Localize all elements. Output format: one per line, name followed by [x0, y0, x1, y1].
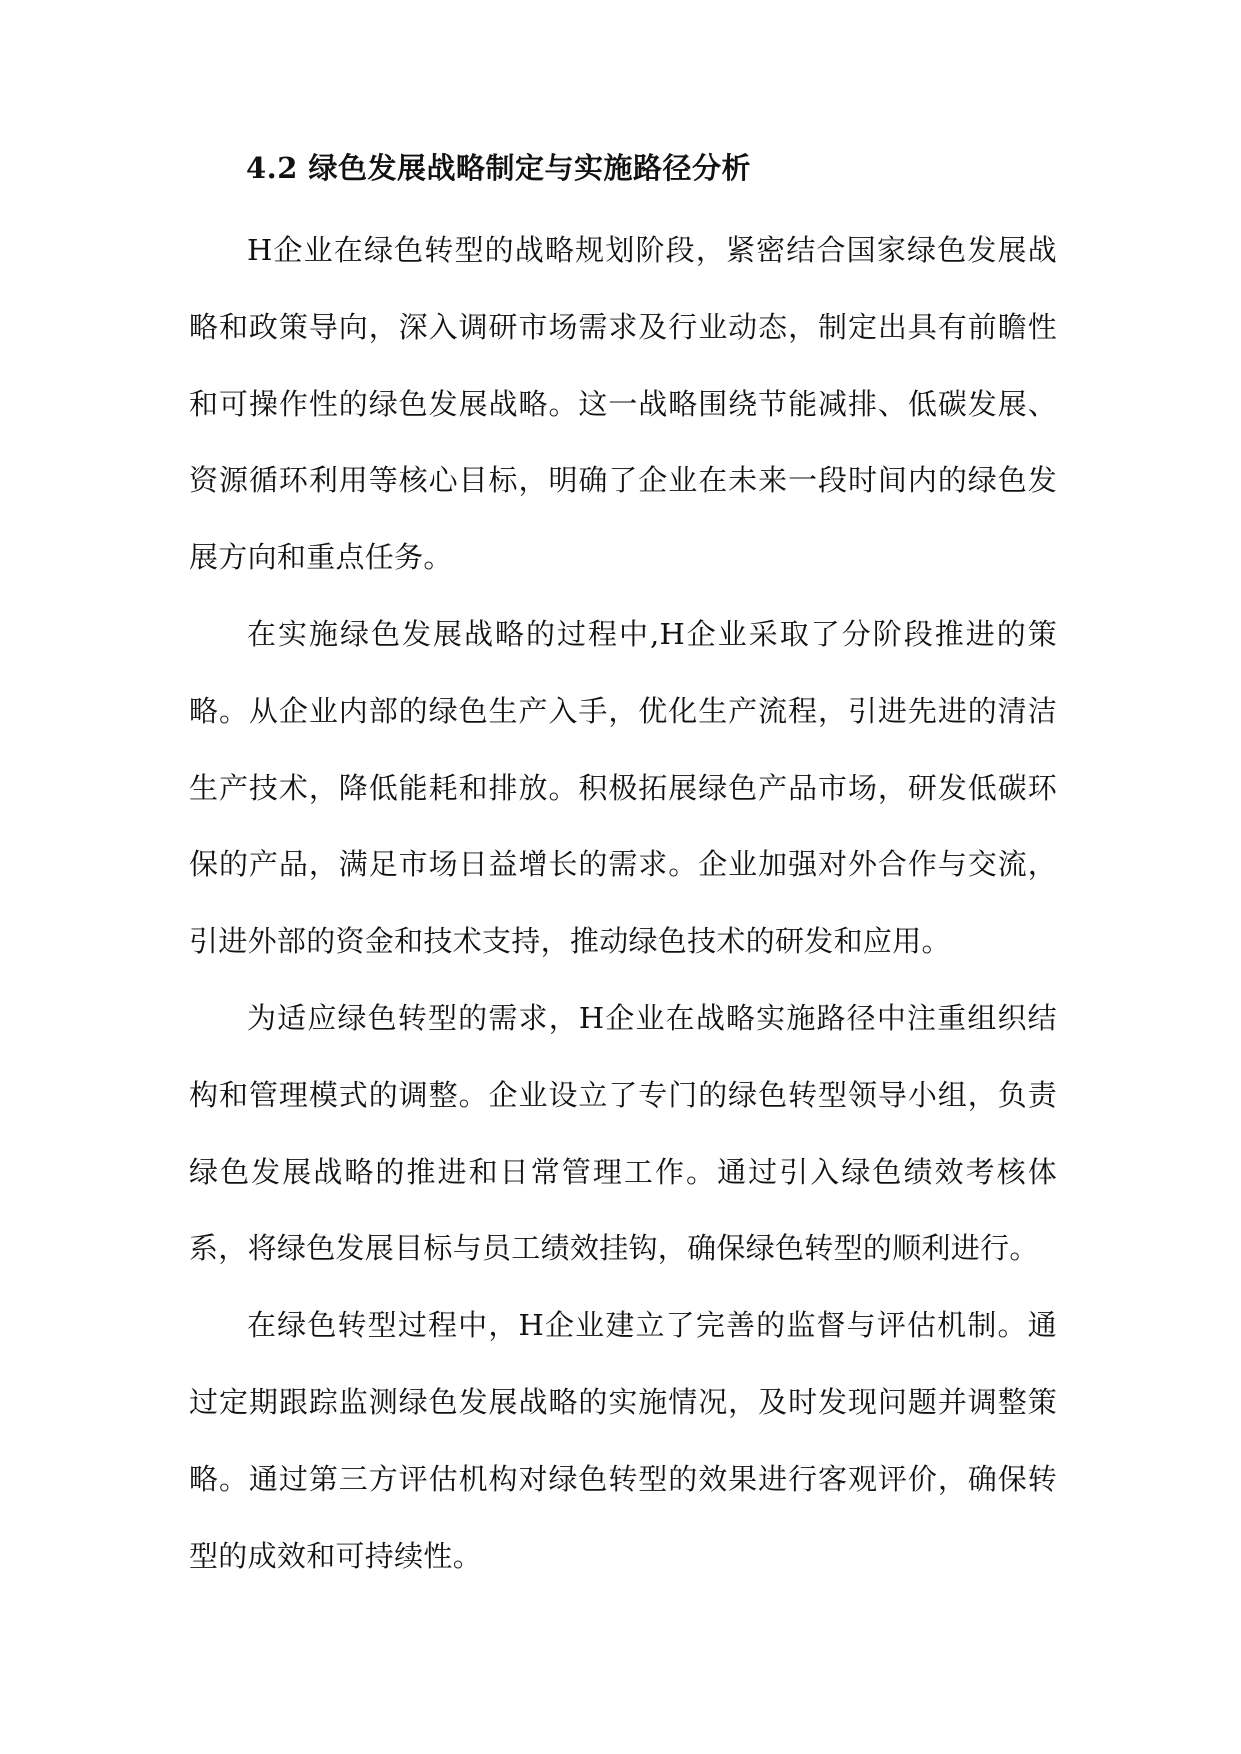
section-body — [189, 212, 1057, 1594]
section-heading: 4.2 绿色发展战略制定与实施路径分析 — [246, 151, 752, 185]
paragraph-phased-implementation: 在实施绿色发展战略的过程中,H企业采取了分阶段推进的策略。从企业内部的绿色生产入手，优化生产流程，引进先进的清洁生产技术，降低能耗和排放。积极拓展绿色产品市场，研发低碳环保的产品，满足市场日益增长的需求。企业加强对外合作与交流，引进外部的资金和技术支持，推动绿色技术的研发和应用。 — [189, 616, 1057, 959]
paragraph-organizational-adjustment: 为适应绿色转型的需求，H企业在战略实施路径中注重组织结构和管理模式的调整。企业设立了专门的绿色转型领导小组，负责绿色发展战略的推进和日常管理工作。通过引入绿色绩效考核体系，将绿色发展目标与员工绩效挂钩，确保绿色转型的顺利进行。 — [189, 1000, 1057, 1266]
paragraph-strategy-planning: H企业在绿色转型的战略规划阶段，紧密结合国家绿色发展战略和政策导向，深入调研市场需求及行业动态，制定出具有前瞻性和可操作性的绿色发展战略。这一战略围绕节能减排、低碳发展、资源循环利用等核心目标，明确了企业在未来一段时间内的绿色发展方向和重点任务。 — [189, 233, 1057, 575]
paragraph-monitoring-evaluation: 在绿色转型过程中，H企业建立了完善的监督与评估机制。通过定期跟踪监测绿色发展战略的实施情况，及时发现问题并调整策略。通过第三方评估机构对绿色转型的效果进行客观评价，确保转型的成效和可持续性。 — [189, 1308, 1057, 1573]
